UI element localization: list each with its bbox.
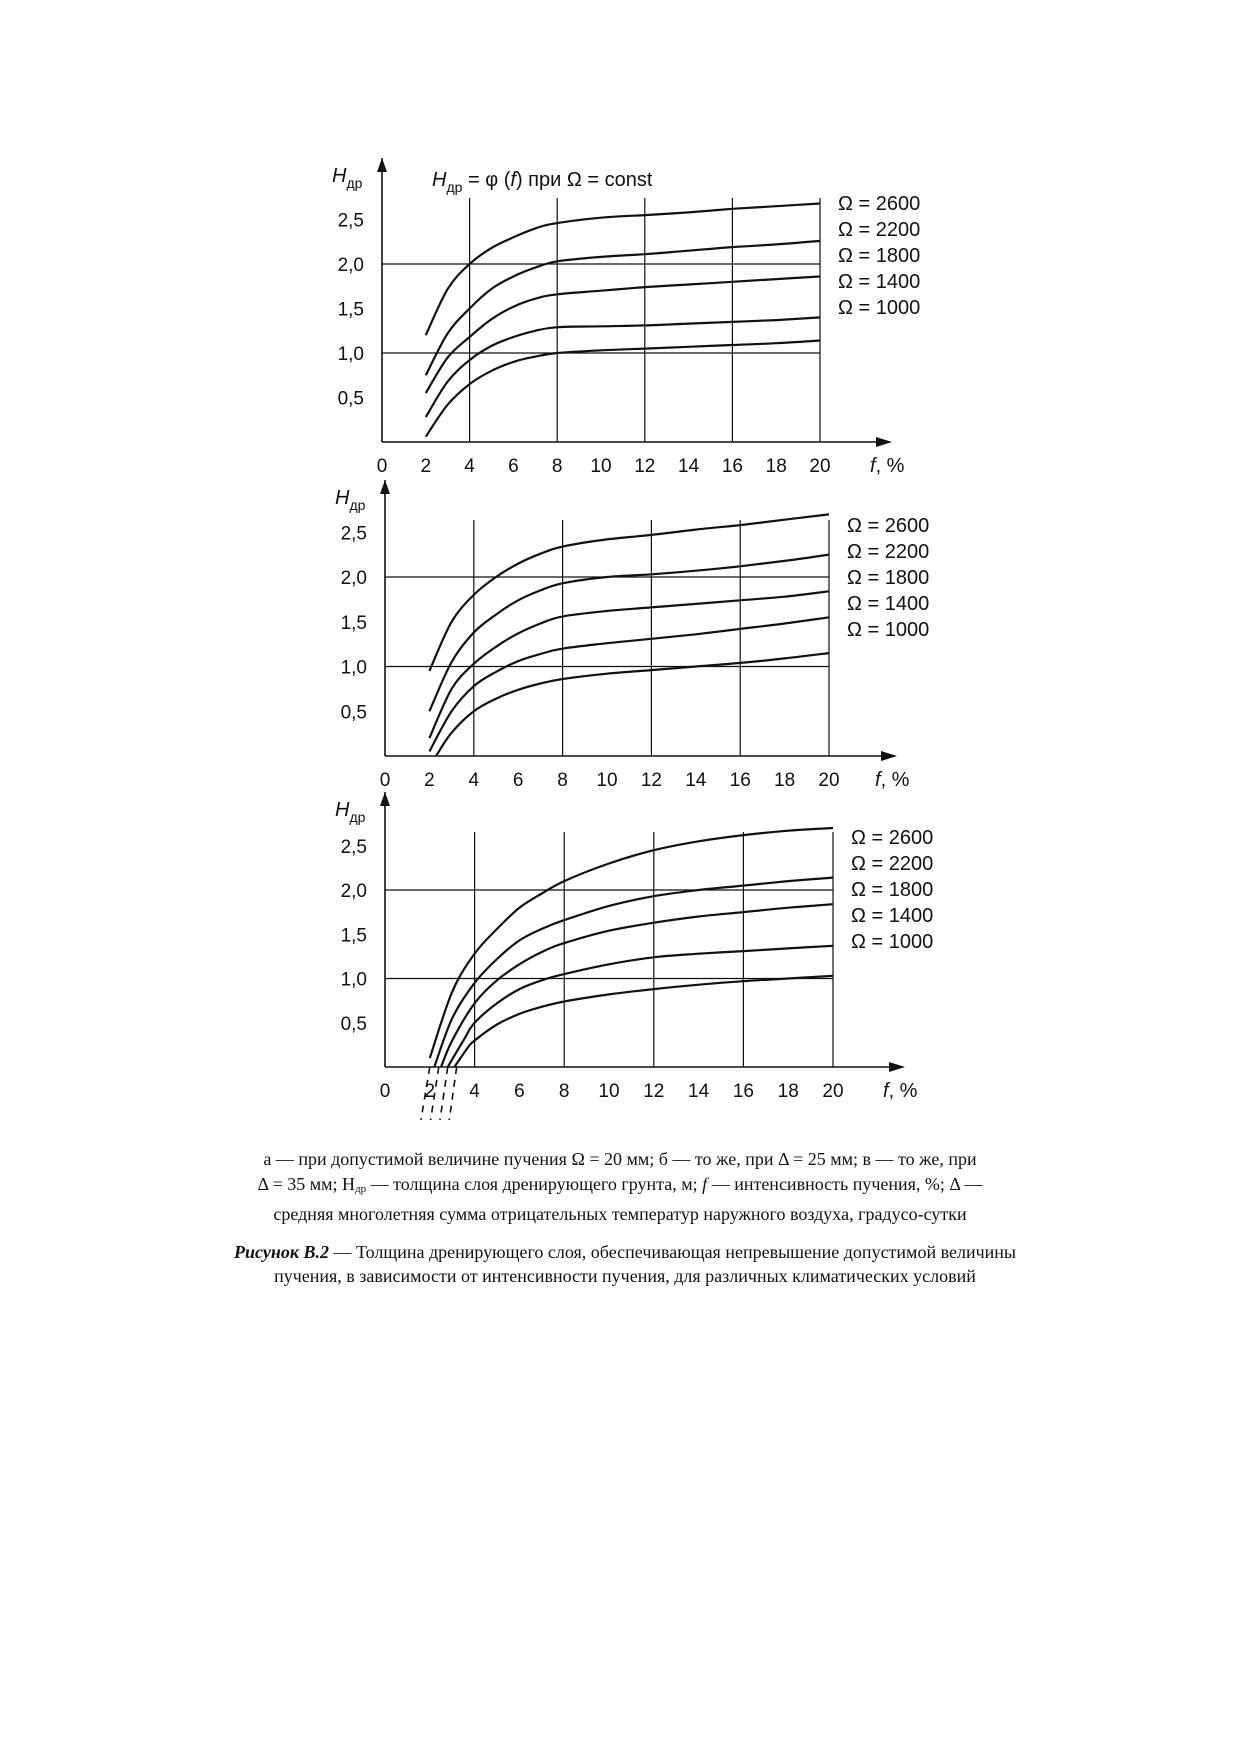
x-tick-label: 12	[640, 770, 662, 791]
y-tick-label: 2,5	[340, 523, 367, 545]
x-tick-label: 4	[468, 770, 480, 791]
legend-entry: Ω = 1400	[847, 593, 930, 615]
legend-entry: Ω = 2200	[847, 541, 930, 563]
y-axis-title: $H_{др}$	[335, 487, 366, 513]
series-line-1	[426, 204, 820, 336]
y-tick-label: 2,0	[340, 881, 367, 902]
y-axis-title: $H_{др}$	[335, 799, 366, 825]
x-tick-label: 6	[514, 1081, 525, 1102]
x-tick-label: 16	[732, 1081, 754, 1102]
y-tick-label: 1,0	[340, 969, 367, 991]
y-tick-label: 1,0	[337, 344, 364, 365]
series-line-4	[429, 617, 829, 751]
y-axis-arrow	[380, 792, 390, 806]
series-line-4	[426, 317, 820, 417]
notes-line-2a: Δ = 35 мм; Н	[257, 1174, 355, 1194]
x-tick-label: 16	[729, 770, 751, 791]
y-axis-arrow	[380, 480, 390, 494]
x-axis-unit: f, %	[883, 1080, 918, 1102]
x-tick-label: 0	[379, 770, 391, 791]
y-tick-label: 0,5	[340, 1013, 367, 1035]
x-tick-label: 8	[557, 770, 568, 791]
x-tick-label: 16	[721, 456, 743, 477]
x-tick-label: 0	[376, 456, 388, 477]
series-line-1	[430, 828, 833, 1058]
legend-entry: Ω = 1800	[847, 567, 930, 589]
series-line-1	[429, 514, 829, 671]
series-line-3	[429, 591, 829, 738]
legend-entry: Ω = 1000	[847, 619, 930, 641]
legend-entry: Ω = 1800	[838, 245, 921, 267]
notes-line-3: средняя многолетняя сумма отрицательных температур наружного воздуха, градусо-сутки	[273, 1204, 967, 1224]
x-tick-label: 14	[685, 770, 707, 791]
notes-line-2-sub: др	[355, 1183, 367, 1195]
figure-notes	[190, 1147, 1050, 1227]
x-tick-label: 8	[551, 456, 563, 477]
series-line-4	[448, 946, 833, 1067]
x-tick-label: 6	[508, 456, 519, 477]
notes-line-2b: — толщина слоя дренирующего грунта, м;	[366, 1174, 703, 1194]
x-axis-arrow	[889, 1062, 905, 1072]
legend-entry: Ω = 2600	[851, 827, 934, 849]
figure-caption	[200, 1240, 1050, 1288]
legend-entry: Ω = 2200	[851, 853, 934, 875]
x-tick-label: 14	[678, 456, 700, 477]
y-tick-label: 2,0	[340, 568, 367, 589]
y-tick-label: 1,0	[340, 657, 367, 679]
x-tick-label: 20	[822, 1081, 844, 1102]
notes-line-1: а — при допустимой величине пучения Ω = 20 мм; б — то же, при Δ = 25 мм; в — то же, при	[263, 1149, 977, 1169]
y-axis-arrow	[377, 158, 387, 172]
figure-caption-label: Рисунок В.2	[234, 1242, 329, 1262]
legend-entry: Ω = 2200	[838, 219, 921, 241]
notes-line-2	[190, 1172, 1050, 1202]
x-tick-label: 18	[774, 770, 796, 791]
x-tick-label: 4	[464, 456, 475, 477]
series-line-2	[426, 241, 820, 375]
x-tick-label: 20	[818, 770, 840, 791]
series-line-5	[454, 976, 833, 1067]
x-tick-label: 18	[777, 1081, 799, 1102]
x-tick-label: 12	[643, 1081, 665, 1102]
y-tick-label: 1,5	[337, 299, 364, 321]
legend-entry: Ω = 1400	[838, 271, 921, 293]
x-axis-arrow	[881, 751, 897, 761]
y-tick-label: 0,5	[340, 702, 367, 724]
chart-panel-2	[335, 480, 929, 791]
y-tick-label: 1,5	[340, 612, 367, 634]
y-tick-label: 0,5	[337, 388, 364, 410]
legend-entry: Ω = 2600	[838, 193, 921, 215]
x-tick-label: 18	[765, 456, 787, 477]
series-line-2	[434, 878, 833, 1067]
legend-entry: Ω = 1800	[851, 879, 934, 901]
y-tick-label: 1,5	[340, 925, 367, 947]
x-tick-label: 12	[634, 456, 656, 477]
series-line-2	[429, 555, 829, 712]
x-tick-label: 10	[598, 1081, 620, 1102]
x-tick-label: 2	[424, 1081, 436, 1102]
x-tick-label: 8	[558, 1081, 570, 1102]
legend-entry: Ω = 1000	[851, 931, 934, 953]
series-line-5	[426, 341, 820, 437]
x-tick-label: 10	[596, 770, 618, 791]
legend-entry: Ω = 2600	[847, 515, 930, 537]
y-tick-label: 2,0	[337, 255, 364, 276]
x-tick-label: 6	[512, 770, 524, 791]
legend-entry: Ω = 1400	[851, 905, 934, 927]
x-tick-label: 14	[688, 1081, 710, 1102]
x-axis-arrow	[876, 437, 892, 447]
x-axis-unit: f, %	[870, 455, 905, 477]
x-tick-label: 4	[469, 1081, 480, 1102]
notes-line-2c: — интенсивность пучения, %; Δ —	[707, 1174, 983, 1194]
notes-line-2f: f	[702, 1174, 708, 1194]
x-tick-label: 2	[424, 770, 435, 791]
y-tick-label: 2,5	[337, 210, 364, 232]
series-line-3	[441, 904, 833, 1067]
legend-entry: Ω = 1000	[838, 297, 921, 319]
x-tick-label: 20	[809, 456, 831, 477]
formula-title: $H_{др} = \varphi$ (f) при Ω = const	[432, 169, 653, 195]
x-tick-label: 2	[420, 456, 432, 477]
x-tick-label: 10	[590, 456, 612, 477]
y-axis-title: $H_{др}$	[332, 165, 363, 191]
x-tick-label: 0	[379, 1081, 391, 1102]
series-line-5	[436, 653, 829, 756]
chart-panel-1	[332, 158, 920, 477]
figure-caption-text: — Толщина дренирующего слоя, обеспечивающая непревышение допустимой величины пучения, в зависимости от интенсивности пучения, для различных климатических условий	[274, 1242, 1016, 1286]
chart-panel-3	[335, 792, 933, 1120]
x-axis-unit: f, %	[875, 769, 910, 791]
y-tick-label: 2,5	[340, 836, 367, 858]
extrapolation-dash	[434, 1067, 448, 1120]
